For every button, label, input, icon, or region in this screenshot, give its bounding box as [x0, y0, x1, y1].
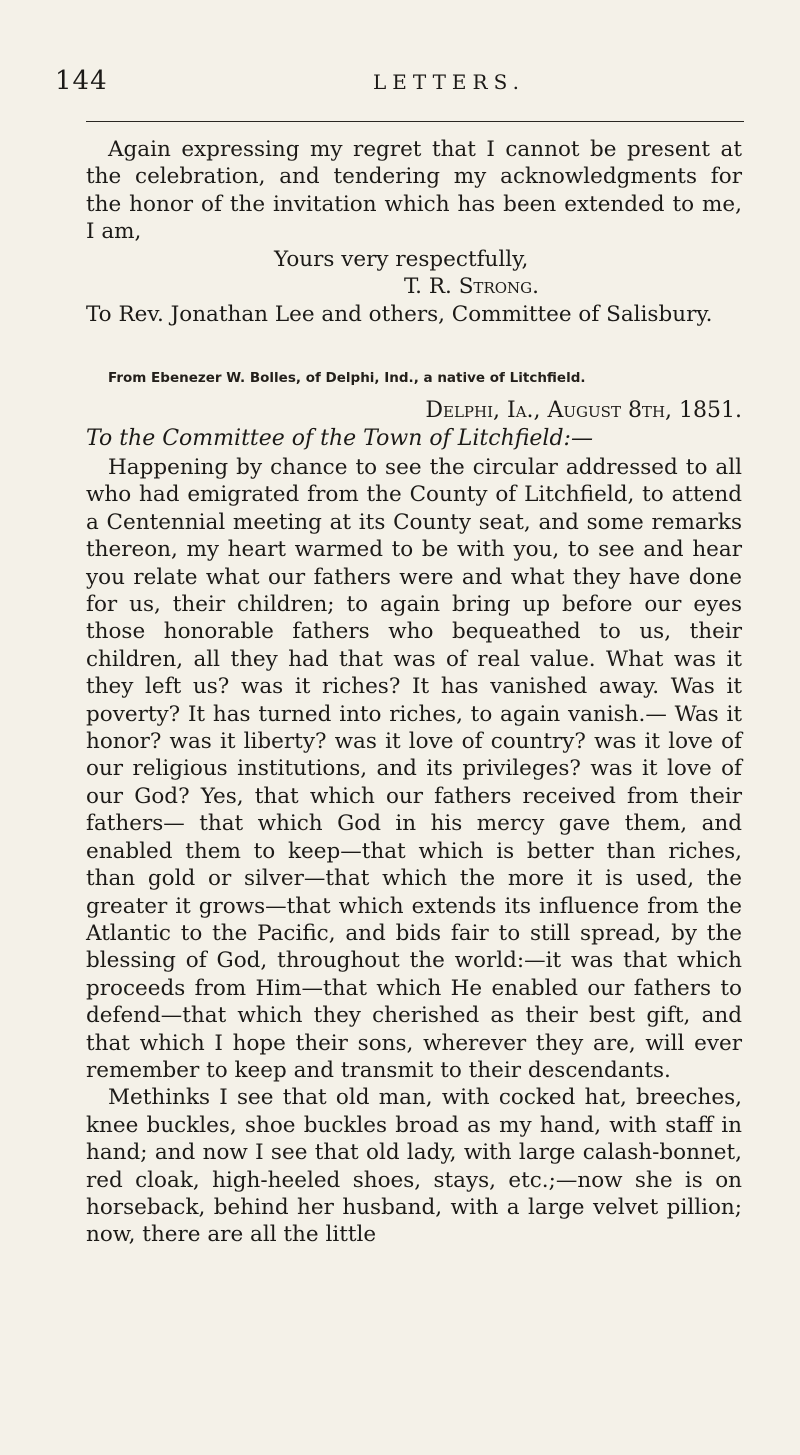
section-title: LETTERS.: [373, 70, 525, 94]
body-paragraph-1: Happening by chance to see the circular addressed to all who had emigrated from the County of Litchfield, to attend a Centennial meeting at its County seat, and some remarks thereon, my heart warmed to be with you, to see and hear you relate what our fathers were and what they have done for us, their children; to again bring up before our eyes those honorable fathers who bequeathed to us, their children, all they had that was of real value. What was it they left us? was it riches? It has vanished away. Was it poverty? It has turned into riches, to again vanish.— Was it honor? was it liberty? was it love of country? was it love of our religious institutions, and its privileges? was it love of our God? Yes, that which our fathers received from their fathers— that which God in his mercy gave them, and enabled them to keep—that which is better than riches, than gold or silver—that which the more it is used, the greater it grows—that which extends its influence from the Atlantic to the Pacific, and bids fair to still spread, by the blessing of God, throughout the world:—it was that which proceeds from Him—that which He enabled our fathers to defend—that which they cherished as their best gift, and that which I hope their sons, wherever they are, will ever remember to keep and transmit to their descendants.: [86, 455, 742, 1083]
complimentary-close: Yours very respectfully,: [274, 247, 529, 272]
header-rule: [86, 121, 744, 122]
dateline-text: Delphi, Ia., August 8th, 1851.: [425, 398, 742, 423]
letter-heading: From Ebenezer W. Bolles, of Delphi, Ind., a native of Litchfield.: [108, 370, 586, 386]
addressee: To Rev. Jonathan Lee and others, Committee of Salisbury.: [86, 301, 713, 327]
letter-one-closing: [86, 246, 742, 328]
page-number: 144: [55, 66, 108, 96]
signature: T. R. Strong.: [404, 274, 539, 300]
dateline: [86, 396, 742, 426]
letter-one-paragraph: Again expressing my regret that I cannot be present at the celebration, and tendering my acknowledgments for the honor of the invitation which has been extended to me, I am,: [86, 137, 742, 245]
letter-one-body: [86, 136, 742, 246]
running-head: [55, 66, 755, 106]
letter-two-body: [86, 454, 742, 1249]
body-paragraph-2: Methinks I see that old man, with cocked hat, breeches, knee buckles, shoe buckles broad as my hand, with staff in hand; and now I see that old lady, with large calash-bonnet, red cloak, high-heeled shoes, stays, etc.;—now she is on horseback, behind her husband, with a large velvet pillion; now, there are all the little: [86, 1085, 742, 1248]
salutation: To the Committee of the Town of Litchfield:—: [86, 426, 593, 451]
